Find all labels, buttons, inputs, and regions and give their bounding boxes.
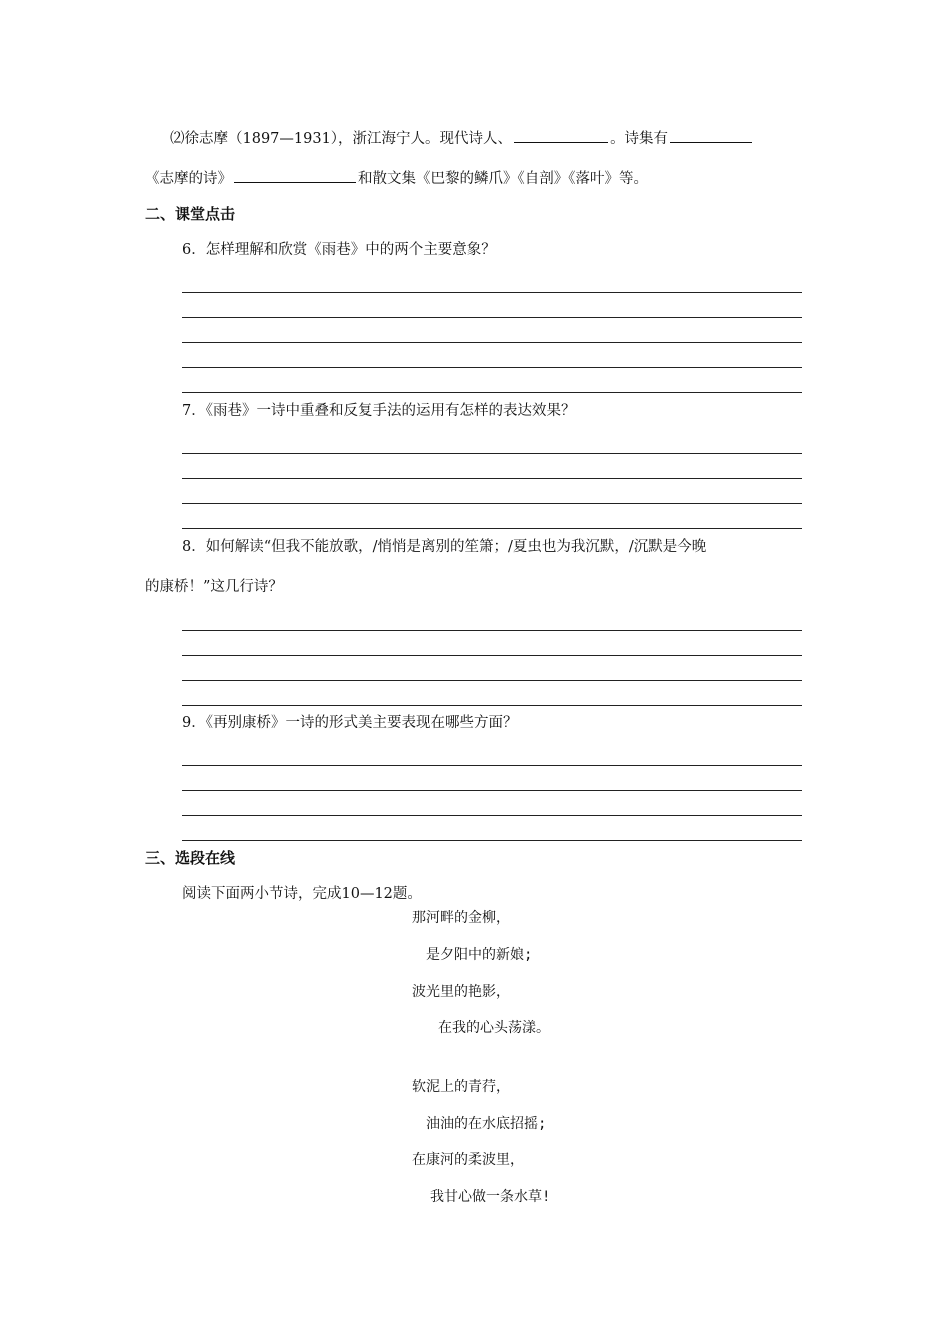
intro-text-1b: 。诗集有 <box>610 131 669 147</box>
answer-line[interactable] <box>182 705 802 706</box>
poem-line: 我甘心做一条水草! <box>430 1189 551 1205</box>
question-8-line-1: 8．如何解读“但我不能放歌，/悄悄是离别的笙箫；/夏虫也为我沉默，/沉默是今晚 <box>182 539 707 555</box>
answer-line[interactable] <box>182 342 802 343</box>
answer-line[interactable] <box>182 392 802 393</box>
answer-blank[interactable] <box>514 128 608 143</box>
answer-line[interactable] <box>182 790 802 791</box>
poem-line: 波光里的艳影， <box>412 984 510 1000</box>
answer-line[interactable] <box>182 528 802 529</box>
poem-line: 那河畔的金柳， <box>412 910 510 926</box>
question-9: 9．《再别康桥》一诗的形式美主要表现在哪些方面？ <box>182 715 518 731</box>
answer-line[interactable] <box>182 478 802 479</box>
intro-text-2b: 和散文集《巴黎的鳞爪》《自剖》《落叶》等。 <box>358 171 648 187</box>
poem-line: 油油的在水底招摇; <box>426 1116 547 1132</box>
answer-line[interactable] <box>182 630 802 631</box>
section-heading: 三、选段在线 <box>145 849 236 867</box>
poem-line: 是夕阳中的新娘; <box>426 947 533 963</box>
intro-text-1a: ⑵徐志摩（1897—1931），浙江海宁人。现代诗人、 <box>170 131 513 147</box>
reading-instruction: 阅读下面两小节诗，完成10—12题。 <box>182 886 422 902</box>
answer-line[interactable] <box>182 840 802 841</box>
answer-line[interactable] <box>182 503 802 504</box>
poem-line: 软泥上的青荇， <box>412 1079 510 1095</box>
intro-line-2 <box>145 168 648 189</box>
answer-line[interactable] <box>182 680 802 681</box>
section-heading: 二、课堂点击 <box>145 205 236 223</box>
answer-line[interactable] <box>182 655 802 656</box>
intro-line-1 <box>170 128 754 149</box>
question-6: 6．怎样理解和欣赏《雨巷》中的两个主要意象？ <box>182 242 496 258</box>
intro-text-2a: 《志摩的诗》 <box>145 171 232 187</box>
answer-line[interactable] <box>182 765 802 766</box>
answer-line[interactable] <box>182 453 802 454</box>
poem-line: 在我的心头荡漾。 <box>438 1020 550 1036</box>
answer-line[interactable] <box>182 815 802 816</box>
answer-blank[interactable] <box>670 128 752 143</box>
answer-line[interactable] <box>182 367 802 368</box>
answer-line[interactable] <box>182 292 802 293</box>
question-7: 7．《雨巷》一诗中重叠和反复手法的运用有怎样的表达效果？ <box>182 403 576 419</box>
poem-line: 在康河的柔波里， <box>412 1152 524 1168</box>
answer-blank[interactable] <box>234 168 356 183</box>
answer-line[interactable] <box>182 317 802 318</box>
question-8-line-2: 的康桥！”这几行诗？ <box>145 579 283 595</box>
